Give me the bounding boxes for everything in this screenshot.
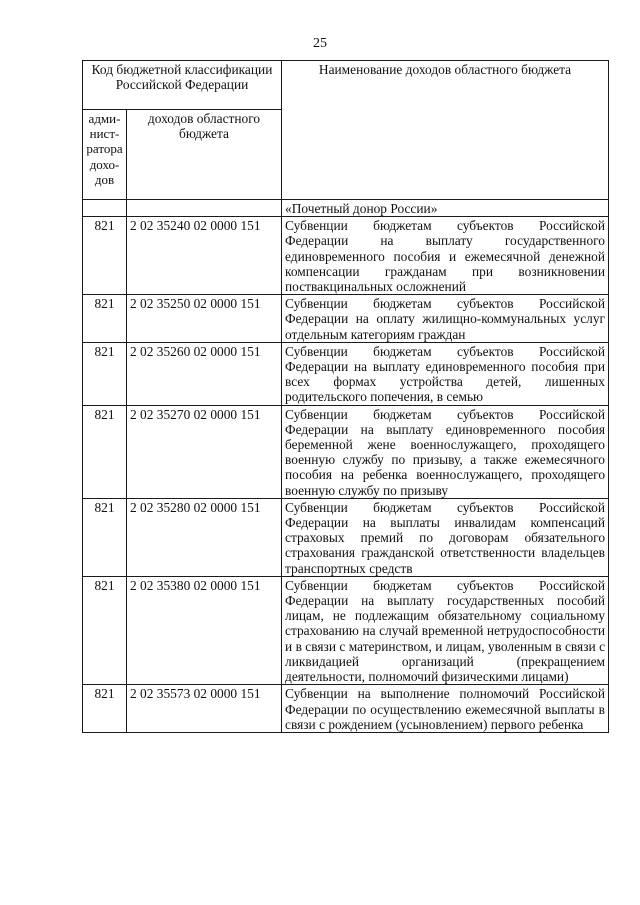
table-row (83, 342, 609, 405)
revenue-code-cell: 2 02 35260 02 0000 151 (127, 342, 282, 405)
table-row (83, 405, 609, 498)
header-revenue-administrator: адми-нист-ратора дохо-дов (83, 110, 127, 200)
header-revenue-code: доходов областного бюджета (127, 110, 282, 200)
revenue-code-cell: 2 02 35380 02 0000 151 (127, 576, 282, 684)
revenue-code-cell: 2 02 35280 02 0000 151 (127, 498, 282, 576)
revenue-code-cell: 2 02 35573 02 0000 151 (127, 685, 282, 733)
table-row (83, 685, 609, 733)
revenue-name-cell: Субвенции бюджетам субъектов Российской Федерации на выплату единовременного пособия при всех формах устройства детей, лишенных родительского попечения, в семью (282, 342, 609, 405)
revenue-name-cell: Субвенции бюджетам субъектов Российской Федерации на выплату государственных пособий лицам, не подлежащим обязательному социальному страхованию на случай временной нетрудоспособности и в связи с материнством, и лицам, уволенным в связи с ликвидацией организаций (прекращением деятельности, полномочий физическими лицами) (282, 576, 609, 684)
table-row (83, 295, 609, 343)
revenue-name-cell: Субвенции бюджетам субъектов Российской Федерации на выплаты инвалидам компенсаций страховых премий по договорам обязательного страхования гражданской ответственности владельцев транспортных средств (282, 498, 609, 576)
revenue-name-cell: Субвенции на выполнение полномочий Российской Федерации по осуществлению ежемесячной выплаты в связи с рождением (усыновлением) первого ребенка (282, 685, 609, 733)
page-number: 25 (313, 36, 327, 51)
admin-code-cell: 821 (83, 342, 127, 405)
revenue-code-cell: 2 02 35240 02 0000 151 (127, 217, 282, 295)
admin-code-cell: 821 (83, 685, 127, 733)
admin-code-cell: 821 (83, 405, 127, 498)
revenue-code-cell: 2 02 35270 02 0000 151 (127, 405, 282, 498)
table-row (83, 576, 609, 684)
revenue-name-cell: Субвенции бюджетам субъектов Российской Федерации на выплату государственного единовременного пособия и ежемесячной денежной компенсации гражданам при возникновении поствакцинальных осложнений (282, 217, 609, 295)
revenue-name-cell: Субвенции бюджетам субъектов Российской Федерации на оплату жилищно-коммунальных услуг отдельным категориям граждан (282, 295, 609, 343)
revenue-code-cell (127, 200, 282, 217)
revenue-name-cell: Субвенции бюджетам субъектов Российской Федерации на выплату единовременного пособия беременной жене военнослужащего, проходящего военную службу по призыву, а также ежемесячного пособия на ребенка военнослужащего, проходящего военную службу по призыву (282, 405, 609, 498)
table-row-continuation (83, 200, 609, 217)
admin-code-cell: 821 (83, 576, 127, 684)
table-row (83, 217, 609, 295)
admin-code-cell: 821 (83, 498, 127, 576)
header-budget-classification-code: Код бюджетной классификации Российской Федерации (83, 61, 282, 110)
admin-code-cell: 821 (83, 217, 127, 295)
revenue-code-cell: 2 02 35250 02 0000 151 (127, 295, 282, 343)
admin-code-cell (83, 200, 127, 217)
revenue-name-cell: «Почетный донор России» (282, 200, 609, 217)
table-row (83, 498, 609, 576)
admin-code-cell: 821 (83, 295, 127, 343)
header-revenue-name: Наименование доходов областного бюджета (282, 61, 609, 200)
budget-classification-table (82, 60, 609, 733)
